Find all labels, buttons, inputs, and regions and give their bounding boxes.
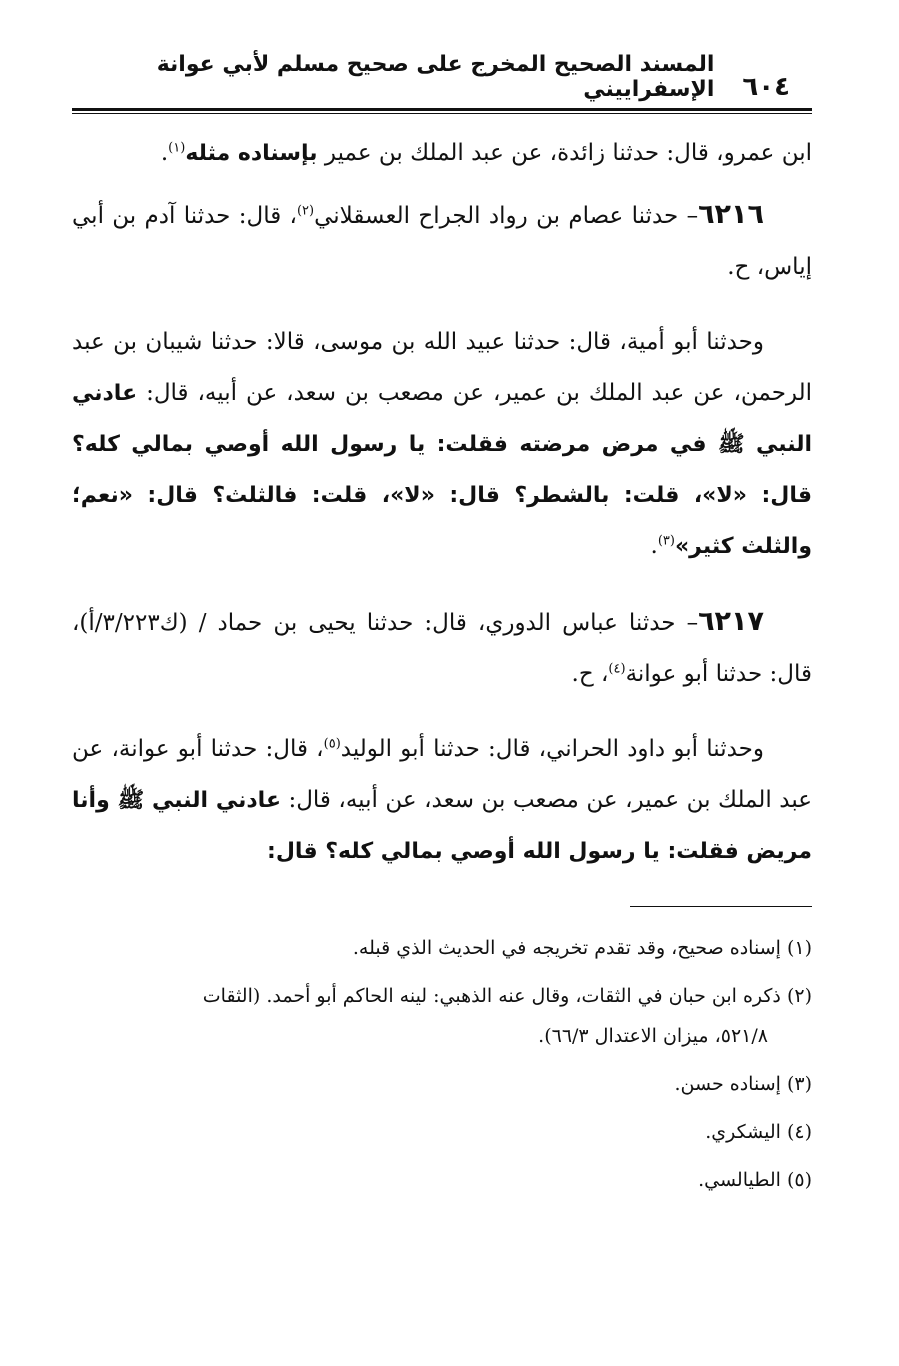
text-run: ، قال: حدثنا أبو عوانة، عن عبد الملك بن عمير، عن مصعب بن سعد، عن أبيه، قال: xyxy=(72,736,812,813)
paragraph-continuation xyxy=(72,128,812,179)
main-text xyxy=(72,128,812,877)
footnote-4 xyxy=(72,1112,812,1152)
footnote-text: الطيالسي. xyxy=(698,1169,781,1191)
footnote-ref: (٥) xyxy=(323,736,341,752)
running-title: المسند الصحيح المخرج على صحيح مسلم لأبي عوانة الإسفراييني xyxy=(156,52,715,102)
footnote-5 xyxy=(72,1160,812,1200)
footnote-number: (١) xyxy=(786,937,812,959)
text-run: ، قال: حدثنا آدم بن أبي إياس، ح. xyxy=(72,203,812,280)
header-rule-thick xyxy=(72,108,812,111)
bold-text: عادني النبي ﷺ في مرض مرضته فقلت: يا رسول الله أوصي بمالي كله؟ قال: «لا»، قلت: بالشطر؟ قال: «لا»، قلت: فالثلث؟ قال: «نعم؛ والثلث كثير» xyxy=(72,381,812,559)
footnote-1 xyxy=(72,928,812,968)
text-run: – حدثنا عصام بن رواد الجراح العسقلاني xyxy=(314,203,699,229)
footnote-2 xyxy=(72,976,812,1056)
footnote-number: (٥) xyxy=(786,1169,812,1191)
text-run: وحدثنا أبو داود الحراني، قال: حدثنا أبو الوليد xyxy=(340,736,765,762)
book-page xyxy=(72,52,812,1318)
text-run: ابن عمرو، قال: حدثنا زائدة، عن عبد الملك بن عمير xyxy=(317,140,812,166)
hadith-number: ٦٢١٦ xyxy=(698,199,764,230)
footnote-text: اليشكري. xyxy=(705,1121,781,1143)
text-run: وحدثنا أبو أمية، قال: حدثنا عبيد الله بن موسى، قالا: حدثنا شيبان بن عبد الرحمن، عن عبد الملك بن عمير، عن مصعب بن سعد، عن أبيه، قال: xyxy=(72,329,812,406)
footnote-number: (٤) xyxy=(786,1121,812,1143)
text-run: . xyxy=(160,140,169,166)
text-run: – حدثنا عباس الدوري، قال: حدثنا يحيى بن حماد / (ك٣/٢٢٣/أ)، قال: حدثنا أبو عوانة xyxy=(72,610,812,687)
footnote-text: إسناده حسن. xyxy=(674,1073,781,1095)
bold-text: بإسناده مثله xyxy=(185,141,318,166)
footnote-ref: (٣) xyxy=(657,533,675,549)
footnote-text: إسناده صحيح، وقد تقدم تخريجه في الحديث الذي قبله. xyxy=(352,937,781,959)
footnote-3 xyxy=(72,1064,812,1104)
hadith-number: ٦٢١٧ xyxy=(698,606,764,637)
footnote-ref: (١) xyxy=(168,140,186,156)
header-rule-thin xyxy=(72,113,812,114)
running-header xyxy=(72,52,812,102)
footnote-ref: (٢) xyxy=(296,203,315,219)
footnote-text: ذكره ابن حبان في الثقات، وقال عنه الذهبي: لينه الحاكم أبو أحمد. (الثقات xyxy=(202,985,781,1007)
paragraph-chain xyxy=(72,724,812,877)
paragraph-chain xyxy=(72,317,812,572)
text-run: . xyxy=(650,533,658,559)
footnote-separator xyxy=(630,906,812,907)
footnote-number: (٣) xyxy=(786,1073,812,1095)
footnote-ref: (٤) xyxy=(608,661,626,677)
bold-text: عادني النبي ﷺ وأنا مريض فقلت: يا رسول الله أوصي بمالي كله؟ قال: xyxy=(72,788,812,864)
text-run: ، ح. xyxy=(571,661,609,687)
footnotes xyxy=(72,928,812,1208)
hadith-6216 xyxy=(72,189,812,293)
hadith-6217 xyxy=(72,596,812,700)
footnote-number: (٢) xyxy=(786,985,812,1007)
footnote-text-continued: ٥٢١/٨، ميزان الاعتدال ٦٦/٣). xyxy=(538,1025,768,1047)
page-number: ٦٠٤ xyxy=(742,72,790,102)
